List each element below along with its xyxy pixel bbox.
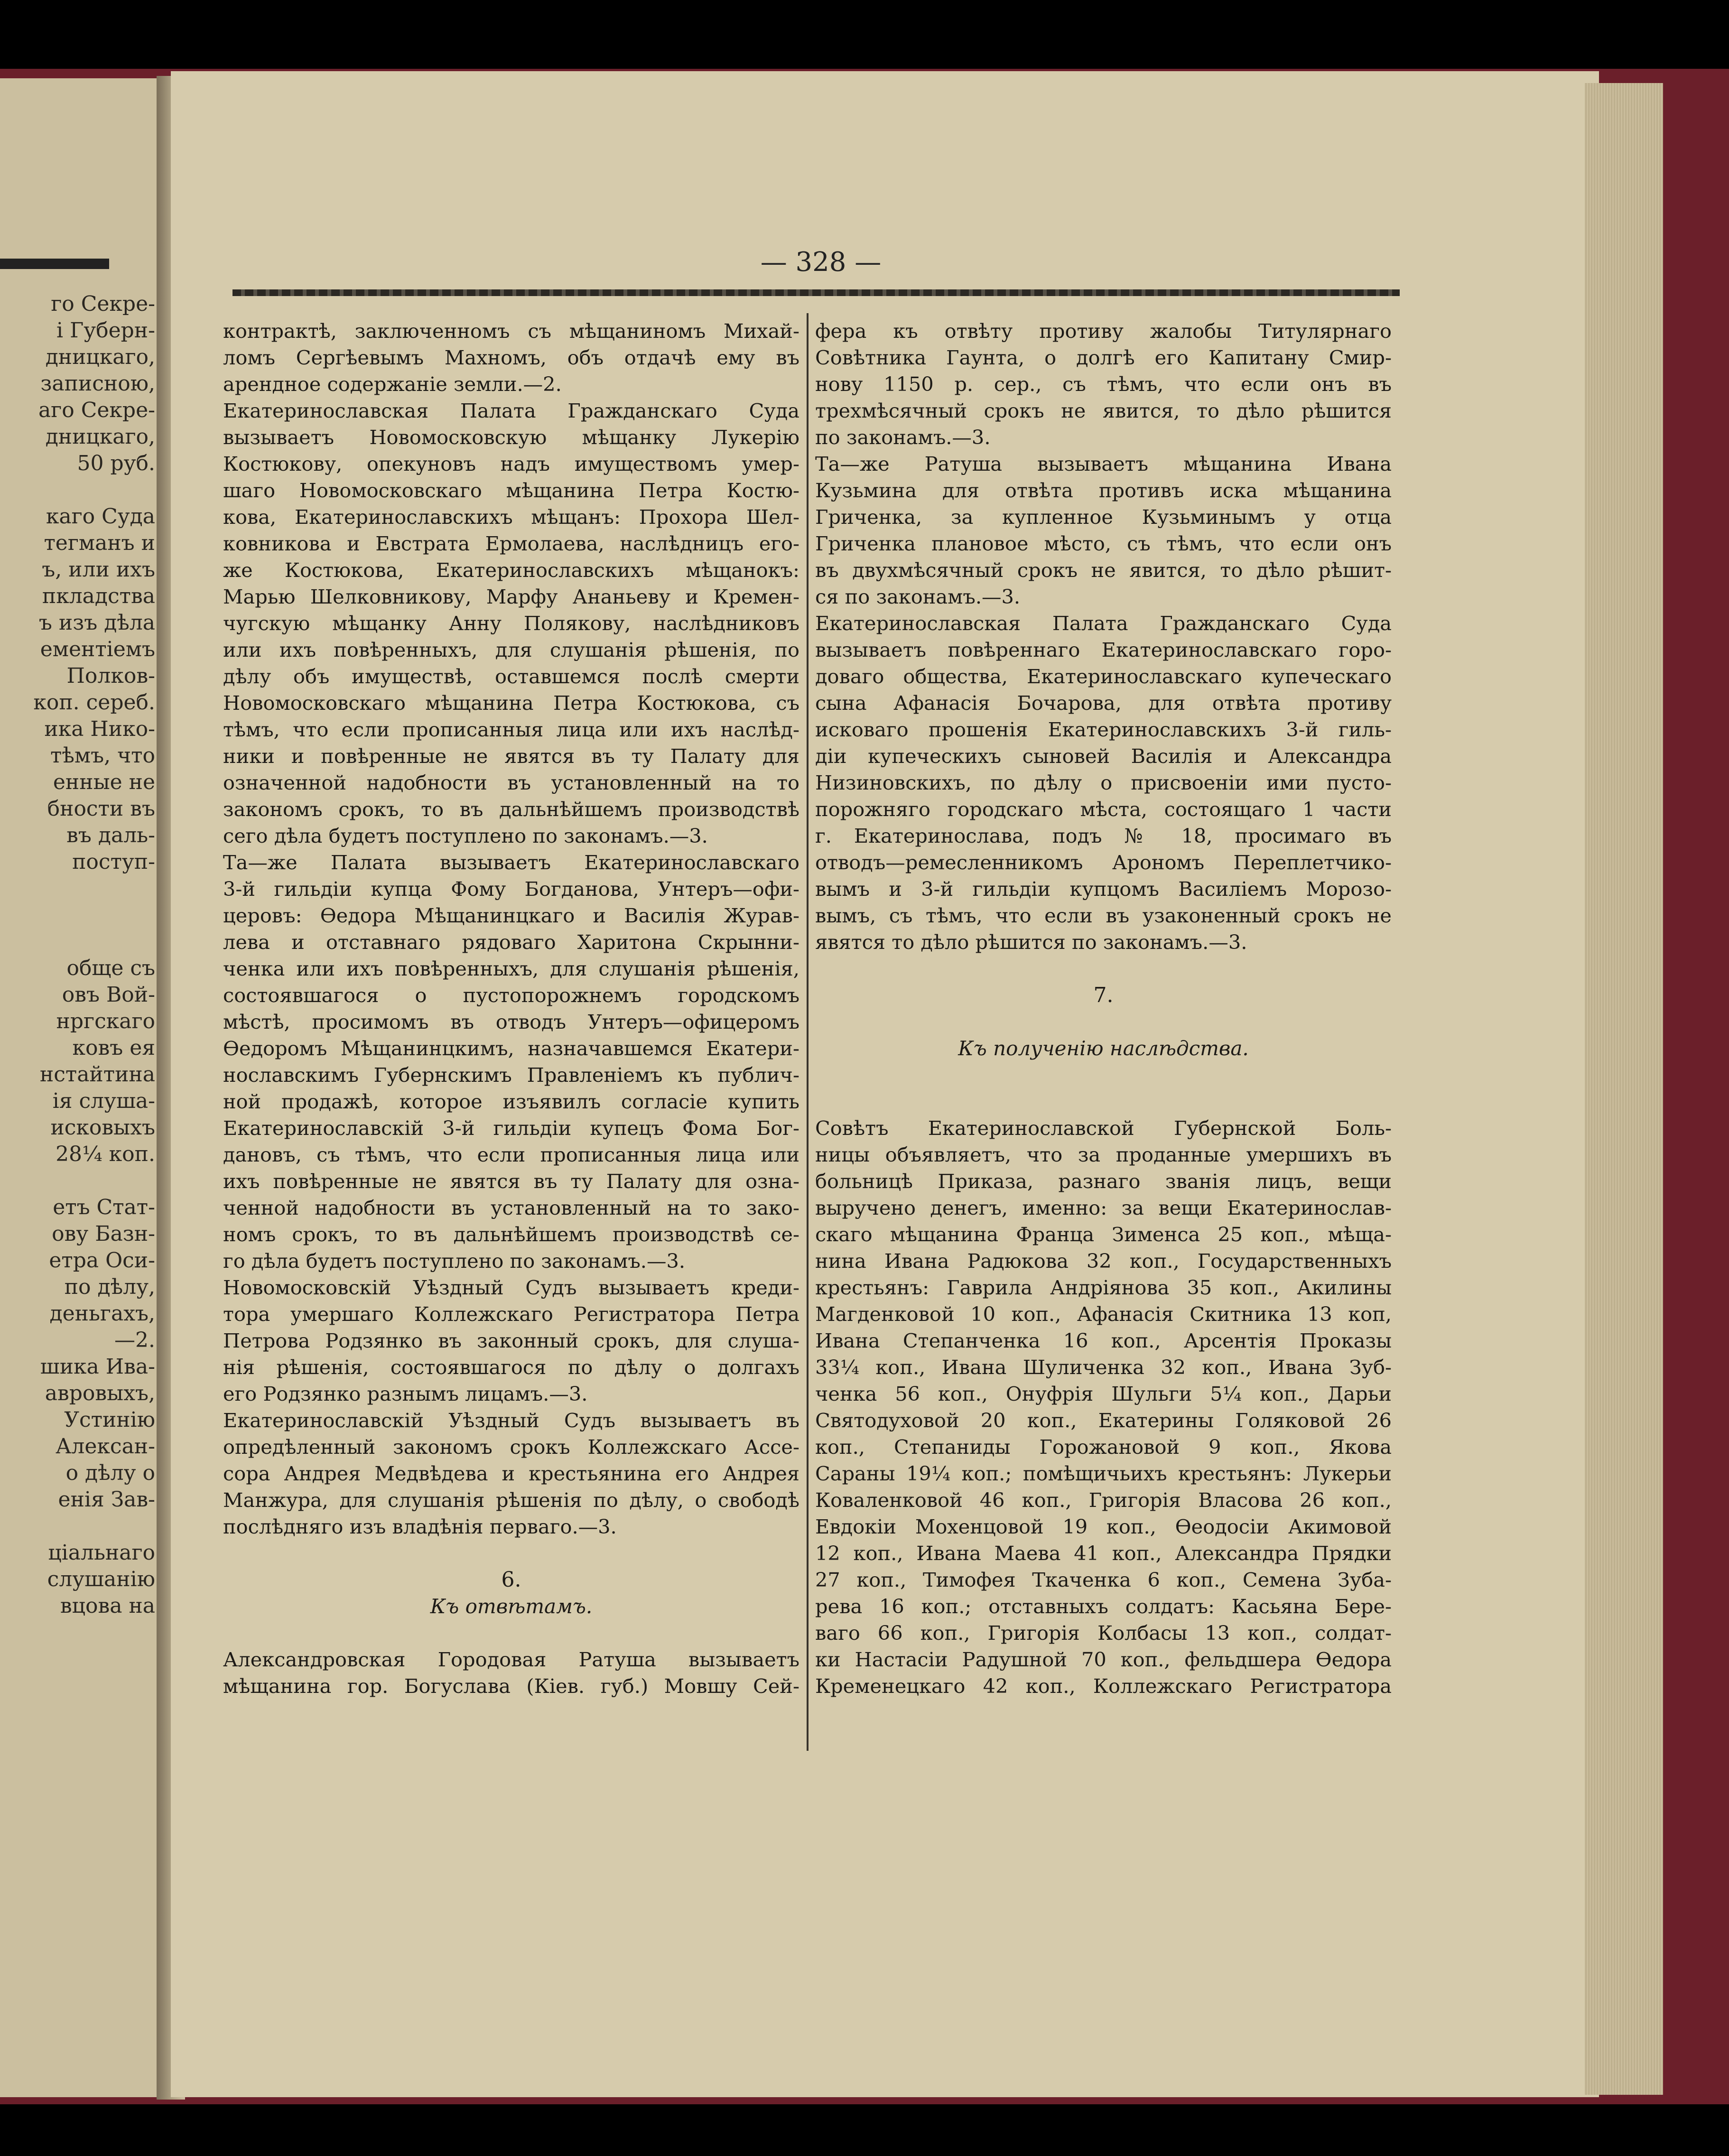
text-line: 3-й гильдіи купца Фому Богданова, Унтеръ—офи- [223,877,799,901]
text-line: діи купеческихъ сыновей Василія и Александра [815,744,1392,768]
text-line: Та—же Ратуша вызываетъ мѣщанина Ивана [815,452,1392,475]
left-page-fragment: —2. [114,1328,155,1352]
right-column [815,318,1392,1700]
text-line: нина Ивана Радюкова 32 коп., Государственныхъ [815,1249,1392,1273]
text-line: ки Настасіи Радушной 70 коп., фельдшера Ѳедора [815,1648,1392,1671]
left-page-fragment: авровыхъ, [45,1381,155,1405]
text-line: лева и отставнаго рядоваго Харитона Скрынни- [223,930,799,954]
text-line: Гриченка плановое мѣсто, съ тѣмъ, что если онъ [815,532,1392,555]
text-line: явятся то дѣло рѣшится по законамъ.—3. [815,930,1247,954]
text-line: ницы объявляетъ, что за проданные умершихъ въ [815,1143,1392,1166]
left-page-fragment: ика Нико- [44,717,155,741]
text-line: ники и повѣренные не явятся въ ту Палату для [223,744,799,768]
text-line: фера къ отвѣту противу жалобы Титулярнаго [815,319,1392,343]
left-page-fragment: каго Суда [46,504,155,529]
left-page-fragment: въ даль- [66,823,155,847]
text-line: Святодуховой 20 коп., Екатерины Голяковой 26 [815,1409,1392,1432]
left-page-fragment: поступ- [72,850,155,874]
text-line: Новомосковскаго мѣщанина Петра Костюкова, съ [223,691,799,715]
left-page-fragment: Устинію [64,1408,155,1432]
left-page-fragment: ковъ ея [72,1036,155,1060]
page-number: — 328 — [760,247,882,278]
left-page-fragment: по дѣлу, [64,1275,155,1299]
text-line: нія рѣшенія, состоявшагося по дѣлу о долгахъ [223,1356,799,1379]
text-line: вызываетъ Новомосковскую мѣщанку Лукерію [223,426,799,449]
left-page-fragment: енія Зав- [58,1487,155,1512]
left-page-fragment: тегманъ и [44,531,155,555]
left-page-fragment: пкладства [42,584,155,608]
text-line: закономъ срокъ, то въ дальнѣйшемъ производствѣ [223,798,799,821]
left-page-fragment: етра Оси- [49,1248,155,1273]
left-page-fragment: шика Ива- [40,1355,155,1379]
text-line: 33¼ коп., Ивана Шуличенка 32 коп., Ивана Зуб- [815,1356,1392,1379]
text-line: крестьянъ: Гаврила Андріянова 35 коп., Акилины [815,1276,1392,1299]
text-line: ихъ повѣренные не явятся въ ту Палату для озна- [223,1170,799,1193]
text-line: Ивана Степанченка 16 коп., Арсентія Прокaзы [815,1329,1392,1352]
text-line: ковникова и Евстрата Ермолаева, наслѣдницъ его- [223,532,799,555]
left-page-fragment: Полков- [66,664,155,688]
text-line: больницѣ Приказа, разнаго званія лицъ, вещи [815,1170,1392,1193]
left-page-fragment: коп. сереб. [33,690,155,715]
text-line: тѣмъ, что если прописанныя лица или ихъ наслѣд- [223,718,799,741]
page-edges [1585,83,1663,2095]
text-line: Кременецкаго 42 коп., Коллежскаго Регистратора [815,1674,1392,1698]
left-page-fragment: дницкаго, [45,345,155,369]
text-line: порожняго городскаго мѣста, состоящаго 1 части [815,798,1392,821]
text-line: Совѣтника Гаунта, о долгѣ его Капитану Смир- [815,346,1392,369]
text-line: Екатеринославскій 3-й гильдіи купецъ Фома Бог- [223,1116,799,1140]
text-line: вырученo денегъ, именно: за вещи Екатеринослав- [815,1196,1392,1219]
text-line: нославскимъ Губернскимъ Правленіемъ къ публич- [223,1063,799,1087]
text-line: сего дѣла будетъ поступлено по законамъ.—3. [223,824,708,847]
text-line: го дѣла будетъ поступлено по законамъ.—3. [223,1249,686,1273]
left-page-fragment: нргскаго [56,1009,155,1033]
text-line: Кузьмина для отвѣта противъ иска мѣщанина [815,479,1392,502]
text-line: сора Андрея Медвѣдева и крестьянина его Андрея [223,1462,799,1485]
left-page-fragment: і Губерн- [56,318,155,343]
text-line: мѣстѣ, просимомъ въ отводъ Унтеръ—офицеромъ [223,1010,799,1033]
text-line: вымъ и 3-й гильдіи купцомъ Василіемъ Морозо- [815,877,1392,901]
left-page-fragment: ъ, или ихъ [42,558,155,582]
text-line: въ двухмѣсячный срокъ не явится, то дѣло рѣшит- [815,558,1392,582]
left-page-fragment: ціальнаго [48,1541,155,1565]
text-line: Та—же Палата вызываетъ Екатеринославскаго [223,851,799,874]
text-line: ваго 66 коп., Григорія Колбасы 13 коп., солдат- [815,1621,1392,1645]
left-page-fragment: овъ Вой- [62,983,155,1007]
text-line: по законамъ.—3. [815,426,991,449]
text-line: Совѣтъ Екатеринославской Губернской Боль- [815,1116,1392,1140]
text-line: или ихъ повѣренныхъ, для слушанія рѣшенія, по [223,638,799,661]
text-line: Ѳедоромъ Мѣщанинцкимъ, назначавшемся Екатери- [223,1037,799,1060]
text-line: ченной надобности въ установленный на то зако- [223,1196,799,1219]
left-page [0,78,168,2097]
header-rule [232,289,1400,296]
section-heading-answers: Къ отвѣтамъ. [430,1595,593,1618]
section-heading-inheritance: Къ полученію наслѣдства. [958,1037,1249,1060]
text-line: вызываетъ повѣреннаго Екатеринославскаго горо- [815,638,1392,661]
text-line: Екатеринославская Палата Гражданскаго Суда [223,399,799,422]
text-line: номъ срокъ, то въ дальнѣйшемъ производствѣ се- [223,1223,799,1246]
text-line: коп., Степаниды Горожановой 9 коп., Якова [815,1435,1392,1459]
text-line: доваго общества, Екатеринославскаго купеческаго [815,665,1392,688]
left-page-fragment: записною, [40,372,155,396]
text-line: Магденковой 10 коп., Афанасія Скитника 13 коп, [815,1302,1392,1326]
left-page-fragment: ову Базн- [52,1222,155,1246]
text-line: ломъ Сергѣевымъ Махномъ, объ отдачѣ ему въ [223,346,799,369]
left-page-fragment: обще съ [66,956,155,980]
left-page-fragment: слушанію [47,1567,155,1591]
text-line: исковаго прошенія Екатеринославскихъ 3-й гиль- [815,718,1392,741]
text-line: 12 коп., Ивана Маева 41 коп., Александра Прядки [815,1542,1392,1565]
text-line: Низиновскихъ, по дѣлу о присвоеніи ими пусто- [815,771,1392,794]
text-line: нову 1150 р. сер., съ тѣмъ, что если онъ въ [815,372,1392,396]
left-page-fragment: енные не [53,770,155,794]
left-page-fragment: тѣмъ, что [50,743,155,768]
text-line: кова, Екатеринославскихъ мѣщанъ: Прохора Шел- [223,505,799,529]
left-page-fragment: нстайтина [39,1062,155,1087]
text-line: трехмѣсячный срокъ не явится, то дѣло рѣшится [815,399,1392,422]
text-line: ной продажѣ, которое изъявилъ согласіе купить [223,1090,799,1113]
left-page-fragment: Алексан- [56,1434,155,1459]
text-line: Евдокіи Мохенцовой 19 коп., Ѳеодосіи Акимовой [815,1515,1392,1538]
text-line: его Родзянко разнымъ лицамъ.—3. [223,1382,588,1405]
section-number-6: 6. [501,1568,521,1592]
left-page-fragment: дницкаго, [45,425,155,449]
left-page-fragment: го Секре- [51,292,155,316]
text-line: тора умершаго Коллежскаго Регистратора Петра [223,1302,799,1326]
left-page-fragment: 28¼ коп. [56,1142,155,1166]
text-line: Сараны 19¼ коп.; помѣщичьихъ крестьянъ: Лукерьи [815,1462,1392,1485]
left-page-fragment: ъ изъ дѣла [38,611,155,635]
text-line: вымъ, съ тѣмъ, что если въ узаконенный срокъ не [815,904,1392,927]
text-line: ченка 56 коп., Онуфрія Шульги 5¼ коп., Дарьи [815,1382,1392,1405]
text-line: сына Афанасія Бочарова, для отвѣта противу [815,691,1392,715]
text-line: Коваленковой 46 коп., Григорія Власова 26 коп., [815,1488,1392,1512]
text-line: арендное содержаніе земли.—2. [223,372,562,396]
left-page-fragment: аго Секре- [38,398,155,422]
text-line: означенной надобности въ установленный на то [223,771,799,794]
text-line: дѣлу объ имуществѣ, оставшемся послѣ смерти [223,665,799,688]
text-line: г. Екатеринослава, подъ № 18, просимаго въ [815,824,1392,847]
text-line: отводъ—ремесленникомъ Арономъ Переплетчико- [815,851,1392,874]
text-line: же Костюкова, Екатеринославскихъ мѣщанокъ: [223,558,799,582]
column-divider [807,313,809,1751]
text-line: опредѣленный закономъ срокъ Коллежскаго Ассе- [223,1435,799,1459]
left-page-fragment: о дѣлу о [65,1461,155,1485]
left-page-rule [0,259,109,269]
left-page-fragment: исковыхъ [50,1115,155,1140]
left-page-fragment: ія слуша- [52,1089,155,1113]
text-line: ченка или ихъ повѣренныхъ, для слушанія рѣшенія, [223,957,799,980]
text-line: скаго мѣщанина Франца Зименса 25 коп., мѣща- [815,1223,1392,1246]
left-page-fragment: 50 руб. [77,451,155,475]
left-page-fragment: бности въ [47,797,155,821]
text-line: послѣдняго изъ владѣнія перваго.—3. [223,1515,617,1538]
text-line: Александровская Городовая Ратуша вызываетъ [223,1648,799,1671]
text-line: Екатеринославская Палата Гражданскаго Суда [815,612,1392,635]
text-line: 27 коп., Тимофея Ткаченка 6 коп., Семена Зуба- [815,1568,1392,1591]
text-line: Новомосковскій Уѣздный Судъ вызываетъ креди- [223,1276,799,1299]
text-line: Марью Шелковникову, Марфу Ананьеву и Кремен- [223,585,799,608]
text-line: ся по законамъ.—3. [815,585,1021,608]
text-line: Петрова Родзянко въ законный срокъ, для слуша- [223,1329,799,1352]
text-line: контрактѣ, заключенномъ съ мѣщаниномъ Михай- [223,319,799,343]
text-line: дановъ, съ тѣмъ, что если прописанныя лица или [223,1143,799,1166]
text-line: рева 16 коп.; отставныхъ солдатъ: Касьяна Бере- [815,1595,1392,1618]
text-line: Манжура, для слушанія рѣшенія по дѣлу, о свободѣ [223,1488,799,1512]
text-line: чугскую мѣщанку Анну Полякову, наслѣдниковъ [223,612,799,635]
left-page-fragment: ементіемъ [40,637,155,661]
left-page-fragment: деньгахъ, [49,1301,155,1326]
text-line: церовъ: Ѳедора Мѣщанинцкаго и Василія Журав- [223,904,799,927]
text-line: Костюкову, опекуновъ надъ имуществомъ умер- [223,452,799,475]
left-page-fragment: вцова на [60,1594,155,1618]
text-line: состоявшагося о пустопорожнемъ городскомъ [223,984,799,1007]
section-number-7: 7. [1093,983,1114,1007]
text-line: Гриченка, за купленное Кузьминымъ у отца [815,505,1392,529]
text-line: Екатеринославскій Уѣздный Судъ вызываетъ въ [223,1409,799,1432]
text-line: шаго Новомосковскаго мѣщанина Петра Костю- [223,479,799,502]
text-line: мѣщанина гор. Богуслава (Кіев. губ.) Мовшу Сей- [223,1674,799,1698]
left-column [223,318,799,1700]
left-page-fragment: етъ Стат- [53,1195,155,1219]
